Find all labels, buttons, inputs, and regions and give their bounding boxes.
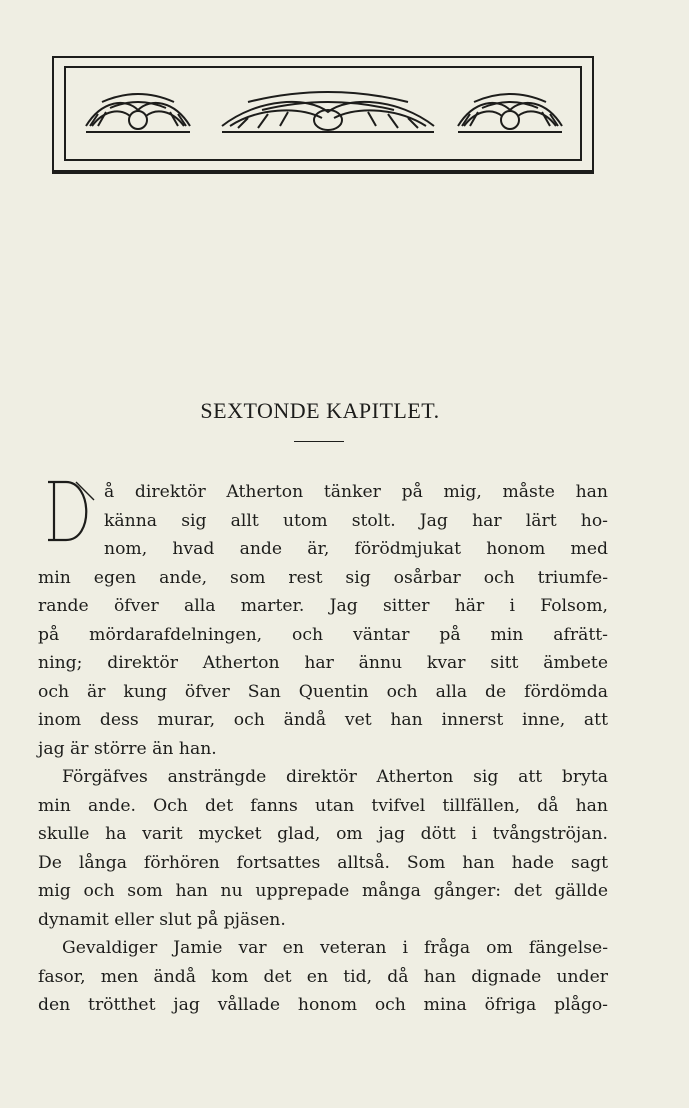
text-line: jag är större än han. xyxy=(38,738,217,759)
text-line: och är kung öfver San Quentin och alla de fördömda xyxy=(38,681,608,702)
text-line: nom, hvad ande är, förödmjukat honom med xyxy=(104,539,608,559)
text-line: ning; direktör Atherton har ännu kvar sitt ämbete xyxy=(38,653,608,673)
text-line: på mördarafdelningen, och väntar på min afrätt- xyxy=(38,624,608,645)
chapter-title: SEXTONDE KAPITLET. xyxy=(200,398,440,423)
header-ornament xyxy=(52,56,594,172)
header-ornament-rule xyxy=(52,172,594,174)
text-line: känna sig allt utom stolt. Jag har lärt ho- xyxy=(104,510,608,531)
text-line: skulle ha varit mycket glad, om jag dött i tvångströjan. xyxy=(38,824,608,844)
text-line: Förgäfves ansträngde direktör Atherton sig att bryta xyxy=(62,767,608,787)
title-divider xyxy=(294,441,344,442)
text-line: min egen ande, som rest sig osårbar och triumfe- xyxy=(38,567,608,588)
text-line: fasor, men ändå kom det en tid, då han dignade under xyxy=(38,966,608,987)
text-line: å direktör Atherton tänker på mig, måste han xyxy=(104,482,608,502)
text-line: dynamit eller slut på pjäsen. xyxy=(38,909,286,930)
text-line: De långa förhören fortsattes alltså. Som han hade sagt xyxy=(38,852,608,873)
body-text xyxy=(38,478,608,1020)
text-line: min ande. Och det fanns utan tvifvel tillfällen, då han xyxy=(38,795,608,816)
text-line: rande öfver alla marter. Jag sitter här i Folsom, xyxy=(38,596,608,616)
text-line: inom dess murar, och ändå vet han innerst inne, att xyxy=(38,710,608,730)
text-line: mig och som han nu upprepade många gånger: det gällde xyxy=(38,881,608,901)
text-line: den trötthet jag vållade honom och mina öfriga plågo- xyxy=(38,995,608,1015)
text-line: Gevaldiger Jamie var en veteran i fråga om fängelse- xyxy=(62,938,608,958)
acanthus-ornament-icon xyxy=(68,70,582,162)
